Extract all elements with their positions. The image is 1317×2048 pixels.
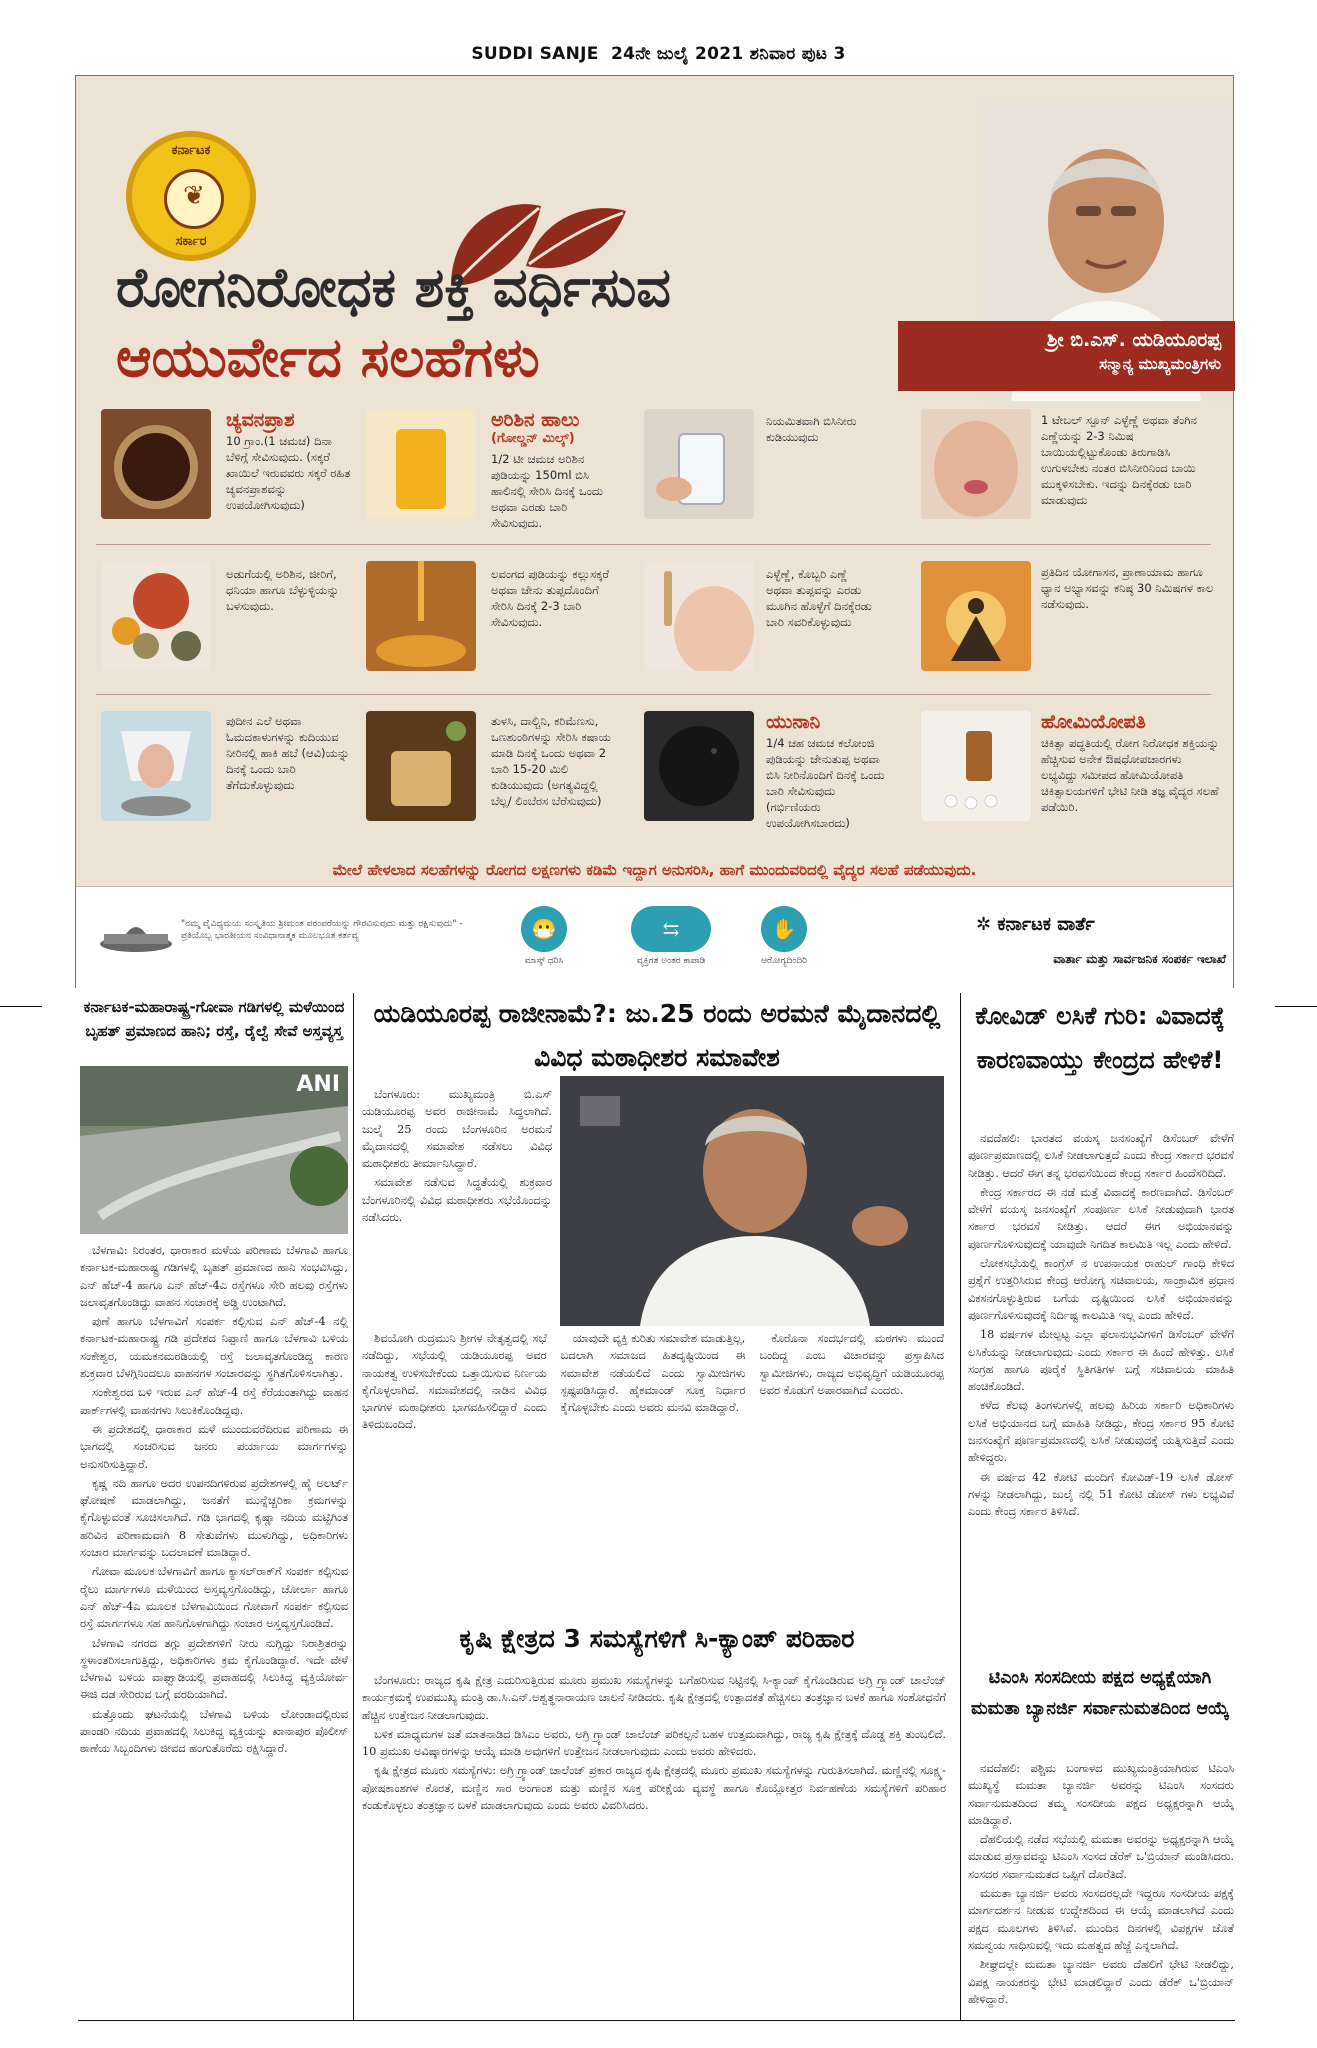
- tmc-headline: ಟಿಎಂಸಿ ಸಂಸದೀಯ ಪಕ್ಷದ ಅಧ್ಯಕ್ಷೆಯಾಗಿ ಮಮತಾ ಬ್ಯಾನರ್ಜಿ ಸರ್ವಾನುಮತದಿಂದ ಆಯ್ಕೆ: [970, 1668, 1230, 1719]
- paragraph: ಶಿವಯೋಗಿ ರುದ್ರಮುನಿ ಶ್ರೀಗಳ ನೇತೃತ್ವದಲ್ಲಿ ಸಭೆ ನಡೆದಿದ್ದು, ಸಭೆಯಲ್ಲಿ ಯಡಿಯೂರಪ್ಪ ಅವರ ನಾಯಕತ್ವ ಉಳಿಸಬೇಕೆಂದು ಒತ್ತಾಯಿಸುವ ನಿರ್ಣಯ ಕೈಗೊಳ್ಳಲಾಗಿದೆ. ಸಮಾವೇಶದಲ್ಲಿ ನಾಡಿನ ವಿವಿಧ ಭಾಗಗಳ ಮಠಾಧೀಶರು ಭಾಗವಹಿಸಲಿದ್ದಾರೆ ಎಂದು ತಿಳಿದುಬಂದಿದೆ.: [362, 1332, 547, 1432]
- tip-text: ತುಳಸಿ, ದಾಲ್ಚಿನಿ, ಕರಿಮೆಣಸು, ಒಣಶುಂಠಿಗಳನ್ನು ಸೇರಿಸಿ ಕಷಾಯ ಮಾಡಿ ದಿನಕ್ಕೆ ಒಂದು ಅಥವಾ 2 ಬಾರಿ 15-20 ಮಿಲಿ ಕುಡಿಯುವುದು (ಅಗತ್ಯವಿದ್ದಲ್ಲಿ ಬೆಲ್ಲ/ ಲಿಂಬೆರಸ ಬೆರೆಸುವುದು): [491, 714, 611, 808]
- emblem-bottom-text: ಸರ್ಕಾರ: [175, 234, 207, 249]
- dateline: 24ನೇ ಜುಲೈ 2021 ಶನಿವಾರ ಪುಟ 3: [610, 44, 846, 64]
- tip-text: ಪುದೀನ ಎಲೆ ಅಥವಾ ಓಮದಕಾಳುಗಳನ್ನು ಕುದಿಯುವ ನೀರಿನಲ್ಲಿ ಹಾಕಿ ಹಬೆ (ಆವಿ)ಯನ್ನು ದಿನಕ್ಕೆ ಒಂದು ಬಾರಿ ತೆಗೆದುಕೊಳ್ಳುವುದು: [226, 714, 350, 792]
- paragraph: ಮತ್ತೊಂದು ಘಟನೆಯಲ್ಲಿ ಬೆಳಗಾವಿ ಬಳಿಯ ಲೋಂಡಾದಲ್ಲಿರುವ ಪಾಂಡರಿ ನದಿಯ ಪ್ರವಾಹದಲ್ಲಿ ಸಿಲುಕಿದ್ದ ವ್ಯಕ್ತಿಯನ್ನು ಖಾನಾಪುರ ಪೊಲೀಸ್ ಠಾಣೆಯ ಸಿಬ್ಬಂದಿಗಳು ಜೀವದ ಹಂಗುತೊರೆದು ರಕ್ಷಿಸಿದ್ದಾರೆ.: [80, 1707, 348, 1756]
- nasal-oil-image: [644, 561, 754, 671]
- icon-caption: ಮಾಸ್ಕ್ ಧರಿಸಿ: [524, 956, 564, 966]
- distance-icon: ⇆: [631, 906, 711, 952]
- paragraph: ಬೆಂಗಳೂರು: ರಾಜ್ಯದ ಕೃಷಿ ಕ್ಷೇತ್ರ ಎದುರಿಸುತ್ತಿರುವ ಮೂರು ಪ್ರಮುಖ ಸಮಸ್ಯೆಗಳನ್ನು ಬಗೆಹರಿಸುವ ನಿಟ್ಟಿನಲ್ಲಿ ಸಿ-ಕ್ಯಾಂಪ್ ಕೈಗೊಂಡಿರುವ ಅಗ್ರಿ ಗ್ರ್ಯಾಂಡ್ ಚಾಲೆಂಜ್ ಕಾರ್ಯಕ್ರಮಕ್ಕೆ ಉಪಮುಖ್ಯ ಮಂತ್ರಿ ಡಾ.ಸಿ.ಎನ್.ಅಶ್ವತ್ಥನಾರಾಯಣ ಚಾಲನೆ ನೀಡಿದರು. ಕೃಷಿ ಕ್ಷೇತ್ರದಲ್ಲಿ ಉತ್ಪಾದಕತೆ ಹೆಚ್ಚಿಸಲು ತಂತ್ರಜ್ಞಾನ ಬಳಕೆ ಹಾಗೂ ಸಂಶೋಧನೆಗೆ ಹೆಚ್ಚಿನ ಉತ್ತೇಜನ ನೀಡಲಾಗುವುದು.: [362, 1674, 946, 1722]
- mask-icon: 😷: [521, 906, 567, 952]
- paragraph: ಕೊರೊನಾ ಸಂದರ್ಭದಲ್ಲಿ ಮಠಗಳು ಮುಂದೆ ಬಂದಿದ್ದ ಎಂಬ ವಿಚಾರವನ್ನು ಪ್ರಸ್ತಾಪಿಸಿದ ಸ್ವಾಮೀಜಿಗಳು, ರಾಜ್ಯದ ಅಭಿವೃದ್ಧಿಗೆ ಯಡಿಯೂರಪ್ಪ ಅವರ ಕೊಡುಗೆ ಅಪಾರವಾಗಿದೆ ಎಂದರು.: [759, 1332, 944, 1397]
- kalonji-seeds-image: [644, 711, 754, 821]
- tip-title: ಅರಿಶಿನ ಹಾಲು: [491, 409, 580, 431]
- chyawanprash-image: [101, 409, 211, 519]
- paragraph: ಬೆಂಗಳೂರು: ಮುಖ್ಯಮಂತ್ರಿ ಬಿ.ಎಸ್ ಯಡಿಯೂರಪ್ಪ ಅವರ ರಾಜೀನಾಮೆ ಸಿದ್ಧಲಾಗಿದೆ. ಜುಲೈ 25 ರಂದು ಬೆಂಗಳೂರಿನ ಅರಮನೆ ಮೈದಾನದಲ್ಲಿ ಸಮಾವೇಶ ನಡೆಸಲು ವಿವಿಧ ಮಠಾಧೀಶರು ತೀರ್ಮಾನಿಸಿದ್ದಾರೆ.: [362, 1088, 552, 1171]
- turmeric-milk-image: [366, 409, 476, 519]
- paragraph: ಸಮಾವೇಶ ನಡೆಸುವ ಸಿದ್ಧತೆಯಲ್ಲಿ ಶುಕ್ರವಾರ ಬೆಂಗಳೂರಿನಲ್ಲಿ ವಿವಿಧ ಮಠಾಧೀಶರು ಸಭೆಯೊಂದನ್ನು ನಡೆಸಿದರು.: [362, 1176, 552, 1225]
- oil-pulling-image: [921, 409, 1031, 519]
- emblem-top-text: ಕರ್ನಾಟಕ: [171, 143, 211, 158]
- department-name: ವಾರ್ತಾ ಮತ್ತು ಸಾರ್ವಜನಿಕ ಸಂಪರ್ಕ ಇಲಾಖೆ: [1053, 952, 1226, 966]
- paragraph: ಈ ವರ್ಷದ 42 ಕೋಟಿ ಮಂದಿಗೆ ಕೋವಿಡ್-19 ಲಸಿಕೆ ಡೋಸ್ ಗಳನ್ನು ನೀಡಲಾಗಿದ್ದು, ಜುಲೈ ನಲ್ಲಿ 51 ಕೋಟಿ ಡೋಸ್ ಗಳು ಲಭ್ಯವಿವೆ ಎಂದು ಕೇಂದ್ರ ಸರ್ಕಾರ ತಿಳಿಸಿದೆ.: [968, 1470, 1234, 1519]
- tip-text: 10 ಗ್ರಾಂ.(1 ಚಮಚ) ದಿನಾ ಬೆಳಿಗ್ಗೆ ಸೇವಿಸುವುದು. (ಸಕ್ಕರೆ ಖಾಯಿಲೆ ಇರುವವರು ಸಕ್ಕರೆ ರಹಿತ ಚ್ಯವನಪ್ರಾಶವನ್ನು ಉಪಯೋಗಿಸುವುದು): [226, 434, 351, 512]
- paragraph: ಕೃಷಿ ಕ್ಷೇತ್ರದ ಮೂರು ಸಮಸ್ಯೆಗಳು: ಅಗ್ರಿ ಗ್ರ್ಯಾಂಡ್ ಚಾಲೆಂಜ್ ಪ್ರಕಾರ ರಾಜ್ಯದ ಕೃಷಿ ಕ್ಷೇತ್ರದಲ್ಲಿ ಮೂರು ಪ್ರಮುಖ ಸಮಸ್ಯೆಗಳನ್ನು ಗುರುತಿಸಲಾಗಿದೆ. ಮಣ್ಣಿನಲ್ಲಿ ಸೂಕ್ಷ್ಮ-ಪೋಷಕಾಂಶಗಳ ಕೊರತೆ, ಮಣ್ಣಿನ ಸಾರ ಅಂಗಾಂಶ ಮತ್ತು ಮಣ್ಣಿನ ಸೂಕ್ತ ಪರೀಕ್ಷೆಯ ವ್ಯವಸ್ಥೆ ಹಾಗೂ ಕೊಯ್ಲೋತ್ತರ ನಿರ್ವಹಣೆಯ ಸಮಸ್ಯೆಗಳಿಗೆ ಪರಿಹಾರ ಕಂಡುಕೊಳ್ಳಲು ತಂತ್ರಜ್ಞಾನ ಬಳಕೆ ಮಾಡಲಾಗುವುದು ಎಂದು ಅವರು ವಿವರಿಸಿದರು.: [362, 1764, 946, 1813]
- rain-headline: ಕರ್ನಾಟಕ-ಮಹಾರಾಷ್ಟ್ರ-ಗೋವಾ ಗಡಿಗಳಲ್ಲಿ ಮಳೆಯಿಂದ ಬೃಹತ್ ಪ್ರಮಾಣದ ಹಾನಿ; ರಸ್ತೆ, ರೈಲ್ವೆ ಸೇವೆ ಅಸ್ತವ್ಯಸ್ತ: [83, 998, 345, 1040]
- ad-title-line1: ರೋಗನಿರೋಧಕ ಶಕ್ತಿ ವರ್ಧಿಸುವ: [116, 256, 671, 319]
- agri-headline: ಕೃಷಿ ಕ್ಷೇತ್ರದ 3 ಸಮಸ್ಯೆಗಳಿಗೆ ಸಿ-ಕ್ಯಾಂಪ್ ಪರಿಹಾರ: [459, 1624, 855, 1653]
- cm-role: ಸನ್ಮಾನ್ಯ ಮುಖ್ಯಮಂತ್ರಿಗಳು: [1099, 355, 1221, 373]
- parliament-icon: [96, 916, 176, 956]
- bsy-story-body: [362, 1330, 944, 1618]
- paragraph: ನವದೆಹಲಿ: ಭಾರತದ ವಯಸ್ಕ ಜನಸಂಖ್ಯೆಗೆ ಡಿಸೆಂಬರ್ ವೇಳೆಗೆ ಪೂರ್ಣಪ್ರಮಾಣದಲ್ಲಿ ಲಸಿಕೆ ನೀಡಲಾಗುತ್ತದೆ ಎಂದು ಕೇಂದ್ರ ಸರ್ಕಾರ ಭರವಸೆ ನೀಡಿತ್ತು. ಆದರೆ ಈಗ ತನ್ನ ಭರವಸೆಯಿಂದ ಕೇಂದ್ರ ಸರ್ಕಾರ ಹಿಂದೆಸರಿದಿದೆ.: [968, 1132, 1234, 1180]
- paragraph: ಕಳೆದ ಕೆಲವು ತಿಂಗಳುಗಳಲ್ಲಿ ಹಲವು ಹಿರಿಯ ಸರ್ಕಾರಿ ಅಧಿಕಾರಿಗಳು ಲಸಿಕೆ ಅಭಿಯಾನದ ಬಗ್ಗೆ ಮಾಹಿತಿ ನೀಡಿದ್ದು, ಕೇಂದ್ರ ಸರ್ಕಾರ 95 ಕೋಟಿ ಜನಸಂಖ್ಯೆಗೆ ಪೂರ್ಣಪ್ರಮಾಣದಲ್ಲಿ ಲಸಿಕೆ ನೀಡುವುದಕ್ಕೆ ಯತ್ನಿಸುತ್ತಿದೆ ಎಂದು ಹೇಳಿದ್ದರು.: [968, 1399, 1234, 1465]
- tip-title: ಚ್ಯವನಪ್ರಾಶ: [226, 409, 295, 431]
- honey-image: [366, 561, 476, 671]
- bsy-story-lead: [362, 1086, 552, 1322]
- paragraph: 18 ವರ್ಷಗಳ ಮೇಲ್ಪಟ್ಟ ಎಲ್ಲಾ ಫಲಾನುಭವಿಗಳಿಗೆ ಡಿಸೆಂಬರ್ ವೇಳೆಗೆ ಲಸಿಕೆಯನ್ನು ನೀಡಲಾಗುವುದು ಎಂದು ಸರ್ಕಾರ ಈ ಹಿಂದೆ ಹೇಳಿತ್ತು. ಲಸಿಕೆ ಸಂಗ್ರಹ ಹಾಗೂ ಪೂರೈಕೆ ಸ್ಥಿತಿಗತಿಗಳ ಬಗ್ಗೆ ಸಚಿವಾಲಯ ಮಾಹಿತಿ ಹಂಚಿಕೊಂಡಿದೆ.: [968, 1328, 1234, 1394]
- newspaper-name: SUDDI SANJE: [471, 44, 599, 64]
- paragraph: ನವದೆಹಲಿ: ಪಶ್ಚಿಮ ಬಂಗಾಳದ ಮುಖ್ಯಮಂತ್ರಿಯಾಗಿರುವ ಟಿಎಂಸಿ ಮುಖ್ಯಸ್ಥೆ ಮಮತಾ ಬ್ಯಾನರ್ಜಿ ಅವರನ್ನು ಟಿಎಂಸಿ ಸಂಸದರು ಸರ್ವಾನುಮತದಿಂದ ತಮ್ಮ ಸಂಸದೀಯ ಪಕ್ಷದ ಅಧ್ಯಕ್ಷರನ್ನಾಗಿ ಆಯ್ಕೆ ಮಾಡಿದ್ದಾರೆ.: [968, 1762, 1234, 1827]
- photo-credit: ANI: [296, 1072, 340, 1097]
- tip-text: ಎಳ್ಳೆಣ್ಣೆ, ಕೊಬ್ಬರಿ ಎಣ್ಣೆ ಅಥವಾ ತುಪ್ಪವನ್ನು ಎರಡು ಮೂಗಿನ ಹೊಳ್ಳೆಗೆ ದಿನಕ್ಕೆರಡು ಬಾರಿ ಸವರಿಕೊಳ್ಳುವುದು: [766, 567, 872, 629]
- column-rule: [960, 993, 961, 2021]
- chief-minister-caption: [898, 321, 1235, 391]
- tip-text: ಚಿಕಿತ್ಸಾ ಪದ್ಧತಿಯಲ್ಲಿ ರೋಗ ನಿರೋಧಕ ಶಕ್ತಿಯನ್ನು ಹೆಚ್ಚಿಸುವ ಅನೇಕ ಔಷಧೋಪಚಾರಗಳು ಲಭ್ಯವಿದ್ದು ಸಮೀಪದ ಹೋಮಿಯೋಪತಿ ಚಿಕಿತ್ಸಾಲಯಗಳಿಗೆ ಭೇಟಿ ನೀಡಿ ತಜ್ಞ ವೈದ್ಯರ ಸಲಹೆ ಪಡೆಯಿರಿ.: [1041, 736, 1220, 814]
- cm-name: ಶ್ರೀ ಬಿ.ಎಸ್. ಯಡಿಯೂರಪ್ಪ: [1046, 329, 1221, 351]
- margin-mark: [0, 1006, 42, 1007]
- tip-text: 1/2 ಟೀ ಚಮಚ ಅರಿಶಿನ ಪುಡಿಯನ್ನು 150ml ಬಿಸಿ ಹಾಲಿನಲ್ಲಿ ಸೇರಿಸಿ ದಿನಕ್ಕೆ ಒಂದು ಅಥವಾ ಎರಡು ಬಾರಿ ಸೇವಿಸುವುದು.: [491, 452, 603, 530]
- paragraph: ಕೇಂದ್ರ ಸರ್ಕಾರದ ಈ ನಡೆ ಮತ್ತೆ ವಿವಾದಕ್ಕೆ ಕಾರಣವಾಗಿದೆ. ಡಿಸೆಂಬರ್ ವೇಳೆಗೆ ವಯಸ್ಕ ಜನಸಂಖ್ಯೆಗೆ ಸಂಪೂರ್ಣ ಲಸಿಕೆ ನೀಡುವುದಾಗಿ ಭಾರತ ಸರ್ಕಾರ ಭರವಸೆ ನೀಡಿತ್ತು. ಆದರೆ ಈಗ ಅಭಿಯಾನವನ್ನು ಪೂರ್ಣಗೊಳಿಸುವುದಕ್ಕೆ ಯಾವುದೇ ನಿಗದಿತ ಕಾಲಮಿತಿ ಇಲ್ಲ ಎಂದು ಹೇಳಿದೆ.: [968, 1185, 1234, 1251]
- constitution-quote: "ನಮ್ಮ ವೈವಿಧ್ಯಮಯ ಸಂಸ್ಕೃತಿಯ ಶ್ರೀಮಂತ ಪರಂಪರೆಯನ್ನು ಗೌರವಿಸುವುದು ಮತ್ತು ರಕ್ಷಿಸುವುದು" - ಪ್ರತಿಯೊಬ್ಬ ಭಾರತೀಯನ ಸಂವಿಧಾನಾತ್ಮಕ ಮೂಲಭೂತ ಕರ್ತವ್ಯ: [181, 919, 463, 941]
- hot-water-image: [644, 409, 754, 519]
- ayurveda-advertisement: [75, 75, 1234, 988]
- karnataka-varthe-logo: ✲ ಕರ್ನಾಟಕ ವಾರ್ತೆ: [976, 914, 1095, 935]
- paragraph: ಲೋಕಸಭೆಯಲ್ಲಿ ಕಾಂಗ್ರೆಸ್ ನ ಉಪನಾಯಕ ರಾಹುಲ್ ಗಾಂಧಿ ಕೇಳಿದ ಪ್ರಶ್ನೆಗೆ ಉತ್ತರಿಸಿರುವ ಕೇಂದ್ರ ಆರೋಗ್ಯ ಸಚಿವಾಲಯ, ಸಾಂಕ್ರಾಮಿಕ ಪ್ರಧಾನ ವಿಕಸನಗೊಳ್ಳುತ್ತಿರುವ ಬಗೆಯ ದೃಷ್ಟಿಯಿಂದ ಲಸಿಕೆ ಅಭಿಯಾನವನ್ನು ಪೂರ್ಣಗೊಳಿಸುವುದಕ್ಕೆ ನಿರ್ದಿಷ್ಟ ಕಾಲಮಿತಿ ಇಲ್ಲ ಎಂದು ಹೇಳಿದೆ.: [968, 1257, 1234, 1322]
- yediyurappa-photo: [560, 1076, 944, 1326]
- paragraph: ಸಂಕೇಶ್ವರದ ಬಳಿ ಇರುವ ಎನ್ ಹೆಚ್-4 ರಸ್ತೆ ಕೆರೆಯಂತಾಗಿದ್ದು ವಾಹನ ಪಾರ್ಕ್‌ಗಳಲ್ಲಿ ವಾಹನಗಳು ಸಿಲುಕಿಕೊಂಡಿದ್ದವು.: [80, 1386, 348, 1417]
- yoga-image: [921, 561, 1031, 671]
- paragraph: ಕೃಷ್ಣ ನದಿ ಹಾಗೂ ಅದರ ಉಪನದಿಗಳಿರುವ ಪ್ರದೇಶಗಳಲ್ಲಿ ಹೈ ಅಲರ್ಟ್ ಘೋಷಣೆ ಮಾಡಲಾಗಿದ್ದು, ಜನತೆಗೆ ಮುನ್ನೆಚ್ಚರಿಕಾ ಕ್ರಮಗಳನ್ನು ಕೈಗೊಳ್ಳುವಂತೆ ಸೂಚಿಸಲಾಗಿದೆ. ಗಡಿ ಭಾಗದಲ್ಲಿ ಕೃಷ್ಣಾ ನದಿಯ ಮಟ್ಟಿಗಿಂತ ಹರಿವಿನ ಪರಿಣಾಮವಾಗಿ 8 ಸೇತುವೆಗಳು ಮುಳುಗಿದ್ದು, ಅಧಿಕಾರಿಗಳು ಸಂಚಾರ ಮಾರ್ಗವನ್ನು ಬದಲಾವಣೆ ಮಾಡಿದ್ದಾರೆ.: [80, 1476, 348, 1560]
- hygiene-icon: ✋: [761, 906, 807, 952]
- masthead: [0, 44, 1317, 64]
- rain-story-body: [80, 1242, 348, 2017]
- spices-image: [101, 561, 211, 671]
- paragraph: ಗೋವಾ ಮೂಲಕ ಬೆಳಗಾವಿಗೆ ಹಾಗೂ ಕ್ಯಾಸಲ್‌ರಾಕ್‌ಗೆ ಸಂಪರ್ಕ ಕಲ್ಪಿಸುವ ರೈಲು ಮಾರ್ಗಗಳೂ ಮಳೆಯಿಂದ ಅಸ್ತವ್ಯಸ್ತಗೊಂಡಿದ್ದು, ಚೋರ್ಲಾ ಹಾಗೂ ಎನ್ ಹೆಚ್-4ಎ ಮೂಲಕ ಬೆಳಗಾವಿಯಿಂದ ಗೋವಾಗೆ ಸಂಪರ್ಕ ಕಲ್ಪಿಸುವ ರಸ್ತೆ ಮಾರ್ಗಗಳೂ ಸಹ ಹಾನಿಗೊಳಗಾಗಿದ್ದು ಸಂಚಾರ ಅಸ್ತವ್ಯಸ್ತಗೊಂಡಿದೆ.: [80, 1565, 348, 1631]
- paragraph: ಈ ಪ್ರದೇಶದಲ್ಲಿ ಧಾರಾಕಾರ ಮಳೆ ಮುಂದುವರೆದಿರುವ ಪರಿಣಾಮ ಈ ಭಾಗದಲ್ಲಿ ಸಂಚರಿಸುವ ಜನರು ಪರ್ಯಾಯ ಮಾರ್ಗಗಳನ್ನು ಅನುಸರಿಸುತ್ತಿದ್ದಾರೆ.: [80, 1422, 348, 1471]
- paragraph: ದೆಹಲಿಯಲ್ಲಿ ನಡೆದ ಸಭೆಯಲ್ಲಿ ಮಮತಾ ಅವರನ್ನು ಅಧ್ಯಕ್ಷರನ್ನಾಗಿ ಆಯ್ಕೆ ಮಾಡುವ ಪ್ರಸ್ತಾವವನ್ನು ಟಿಎಂಸಿ ಸಂಸದ ಡೆರೆಕ್ ಒ'ಬ್ರಿಯಾನ್ ಮಂಡಿಸಿದರು. ಸಂಸದರ ಸರ್ವಾನುಮತದ ಒಪ್ಪಿಗೆ ದೊರೆತಿದೆ.: [968, 1833, 1234, 1881]
- tip-text: ಅಡುಗೆಯಲ್ಲಿ ಅರಿಶಿನ, ಜೀರಿಗೆ, ಧನಿಯಾ ಹಾಗೂ ಬೆಳ್ಳುಳ್ಳಿಯನ್ನು ಬಳಸುವುದು.: [226, 567, 339, 613]
- paragraph: ಮಮತಾ ಬ್ಯಾನರ್ಜಿ ಅವರು ಸಂಸದರಲ್ಲದೇ ಇದ್ದರೂ ಸಂಸದೀಯ ಪಕ್ಷಕ್ಕೆ ಮಾರ್ಗದರ್ಶನ ನೀಡುವ ಉದ್ದೇಶದಿಂದ ಈ ಆಯ್ಕೆ ಮಾಡಲಾಗಿದೆ ಎಂದು ಪಕ್ಷದ ಮೂಲಗಳು ತಿಳಿಸಿವೆ. ಮುಂದಿನ ದಿನಗಳಲ್ಲಿ ವಿಪಕ್ಷಗಳ ಜೊತೆ ಸಮನ್ವಯ ಸಾಧಿಸುವಲ್ಲಿ ಇದು ಮಹತ್ವದ ಹೆಜ್ಜೆ ಎನ್ನಲಾಗಿದೆ.: [968, 1887, 1234, 1952]
- paragraph: ಶೀಘ್ರದಲ್ಲೇ ಮಮತಾ ಬ್ಯಾನರ್ಜಿ ಅವರು ದೆಹಲಿಗೆ ಭೇಟಿ ನೀಡಲಿದ್ದು, ವಿಪಕ್ಷ ನಾಯಕರನ್ನು ಭೇಟಿ ಮಾಡಲಿದ್ದಾರೆ ಎಂದು ಡೆರೆಕ್ ಒ'ಬ್ರಿಯಾನ್ ಹೇಳಿದ್ದಾರೆ.: [968, 1958, 1234, 2006]
- herbal-kashaya-image: [366, 711, 476, 821]
- kv-logo-text: ಕರ್ನಾಟಕ ವಾರ್ತೆ: [997, 914, 1095, 935]
- tip-title: ಯುನಾನಿ: [766, 711, 821, 733]
- tip-text: ಪ್ರತಿದಿನ ಯೋಗಾಸನ, ಪ್ರಾಣಾಯಾಮ ಹಾಗೂ ಧ್ಯಾನ ಅಭ್ಯಾಸವನ್ನು ಕನಿಷ್ಠ 30 ನಿಮಿಷಗಳ ಕಾಲ ನಡೆಸುವುದು.: [1041, 565, 1214, 611]
- vaccine-headline: ಕೋವಿಡ್ ಲಸಿಕೆ ಗುರಿ: ವಿವಾದಕ್ಕೆ ಕಾರಣವಾಯ್ತು ಕೇಂದ್ರದ ಹೇಳಿಕೆ!: [975, 1002, 1225, 1074]
- tip-title: ಹೋಮಿಯೋಪತಿ: [1041, 711, 1146, 733]
- icon-caption: ವ್ಯಕ್ತಿಗತ ಅಂತರ ಕಾಪಾಡಿ: [636, 956, 706, 966]
- tip-text: 1/4 ಚಹ ಚಮಚ ಕಲೋಂಜಿ ಪುಡಿಯನ್ನು ಜೇನುತುಪ್ಪ ಅಥವಾ ಬಿಸಿ ನೀರಿನೊಂದಿಗೆ ದಿನಕ್ಕೆ ಒಂದು ಬಾರಿ ಸೇವಿಸುವುದು (ಗರ್ಭಿಣಿಯರು ಉಪಯೋಗಿಸಬಾರದು): [766, 736, 885, 830]
- row-divider: [96, 694, 1211, 695]
- margin-mark: [1275, 1006, 1317, 1007]
- paragraph: ಪುಣೆ ಹಾಗೂ ಬೆಳಗಾವಿಗೆ ಸಂಪರ್ಕ ಕಲ್ಪಿಸುವ ಎನ್ ಹೆಚ್-4 ನಲ್ಲಿ ಕರ್ನಾಟಕ-ಮಹಾರಾಷ್ಟ್ರ ಗಡಿ ಪ್ರದೇಶದ ನಿಪ್ಪಾಣಿ ಹಾಗೂ ಬೆಳಗಾವಿ ಬಳಿಯ ಸಂಕೇಶ್ವರ, ಯಮಕನಮರಡಿಯಲ್ಲಿ ರಸ್ತೆ ಜಲಾವೃತಗೊಂಡಿದ್ದ ಕಾರಣ ಶುಕ್ರವಾರ ಬೆಳಗ್ಗಿನಿಂದಲೂ ವಾಹನಗಳ ಸಂಚಾರವನ್ನು ಸ್ಥಗಿತಗೊಳಿಸಲಾಗಿತ್ತು.: [80, 1315, 348, 1381]
- tip-subtitle: (ಗೋಲ್ಡನ್ ಮಿಲ್ಕ್): [491, 431, 575, 446]
- flooded-road-photo: [80, 1066, 348, 1234]
- karnataka-emblem: [126, 131, 256, 261]
- homeopathy-image: [921, 711, 1031, 821]
- tip-text: 1 ಟೇಬಲ್ ಸ್ಪೂನ್ ಎಳ್ಳೆಣ್ಣೆ ಅಥವಾ ತೆಂಗಿನ ಎಣ್ಣೆಯನ್ನು 2-3 ನಿಮಿಷ ಬಾಯಿಯಲ್ಲಿಟ್ಟುಕೊಂಡು ತಿರುಗಾಡಿಸಿ ಉಗುಳಬೇಕು ನಂತರ ಬಿಸಿನೀರಿನಿಂದ ಬಾಯಿ ಮುಕ್ಕಳಿಸಬೇಕು. ಇದನ್ನು ದಿನಕ್ಕೆರಡು ಬಾರಿ ಮಾಡುವುದು: [1041, 413, 1197, 507]
- crest-icon: ❦: [164, 169, 224, 229]
- column-rule: [353, 993, 354, 2021]
- icon-caption: ಆರೋಗ್ಯದಿಂದಿರಿ: [761, 956, 807, 966]
- tip-text: ನಿಯಮಿತವಾಗಿ ಬಿಸಿನೀರು ಕುಡಿಯುವುದು: [766, 414, 857, 444]
- tmc-story-body: [968, 1760, 1234, 2017]
- row-divider: [96, 544, 1211, 545]
- advisory-banner: ಮೇಲೆ ಹೇಳಲಾದ ಸಲಹೆಗಳನ್ನು ರೋಗದ ಲಕ್ಷಣಗಳು ಕಡಿಮೆ ಇದ್ದಾಗ ಅನುಸರಿಸಿ, ಹಾಗೆ ಮುಂದುವರಿದಲ್ಲಿ ವೈದ್ಯರ ಸಲಹೆ ಪಡೆಯುವುದು.: [332, 861, 977, 879]
- vaccine-story-body: [968, 1130, 1234, 1658]
- paragraph: ಬಳಿಕ ಮಾಧ್ಯಮಗಳ ಜತೆ ಮಾತನಾಡಿದ ಡಿಸಿಎಂ ಅವರು, ಅಗ್ರಿ ಗ್ರ್ಯಾಂಡ್ ಚಾಲೆಂಜ್ ಪರಿಕಲ್ಪನೆ ಬಹಳ ಉತ್ತಮವಾಗಿದ್ದು, ರಾಜ್ಯ ಕೃಷಿ ಕ್ಷೇತ್ರಕ್ಕೆ ದೊಡ್ಡ ಶಕ್ತಿ ತುಂಬಲಿದೆ. 10 ಪ್ರಮುಖ ಅವಿಷ್ಕಾರಗಳನ್ನು ಆಯ್ಕೆ ಮಾಡಿ ಅವುಗಳಿಗೆ ಉತ್ತೇಜನ ನೀಡಲಾಗುವುದು ಎಂದು ಅವರು ಹೇಳಿದರು.: [362, 1727, 946, 1759]
- ad-title-line2: ಆಯುರ್ವೇದ ಸಲಹೆಗಳು: [116, 326, 540, 389]
- paragraph: ಬೆಳಗಾವಿ ನಗರದ ತಗ್ಗು ಪ್ರದೇಶಗಳಿಗೆ ನೀರು ನುಗ್ಗಿದ್ದು ನಿರಾಶ್ರಿತರನ್ನು ಸ್ಥಳಾಂತರಿಸಲಾಗುತ್ತಿದ್ದು, ಅಧಿಕಾರಿಗಳು ಕ್ರಮ ಕೈಗೊಂಡಿದ್ದಾರೆ. ಇದೇ ವೇಳೆ ಬೆಳಗಾವಿ ಬಳಿಯ ವಾಘ್ವಾಡಿಯಲ್ಲಿ ಪ್ರವಾಹದಲ್ಲಿ ಸಿಲುಕಿದ್ದ ವ್ಯಕ್ತಿಯೋರ್ವ ಈಜಿ ದಡ ಸೇರಿರುವ ಬಗ್ಗೆ ವರದಿಯಾಗಿದೆ.: [80, 1636, 348, 1702]
- tip-text: ಲವಂಗದ ಪುಡಿಯನ್ನು ಕಲ್ಲುಸಕ್ಕರೆ ಅಥವಾ ಜೇನು ತುಪ್ಪದೊಂದಿಗೆ ಸೇರಿಸಿ ದಿನಕ್ಕೆ 2-3 ಬಾರಿ ಸೇವಿಸುವುದು.: [491, 567, 609, 629]
- paragraph: ಬೆಳಗಾವಿ: ನಿರಂತರ, ಧಾರಾಕಾರ ಮಳೆಯ ಪರಿಣಾಮ ಬೆಳಗಾವಿ ಹಾಗೂ ಕರ್ನಾಟಕ-ಮಹಾರಾಷ್ಟ್ರ ಗಡಿಗಳಲ್ಲಿ ಬೃಹತ್ ಪ್ರಮಾಣದ ಹಾನಿ ಸಂಭವಿಸಿದ್ದು, ಎನ್ ಹೆಚ್-4 ಹಾಗೂ ಎನ್ ಹೆಚ್-4ಎ ರಸ್ತೆಗಳೂ ಸೇರಿ ಹಲವು ರಸ್ತೆಗಳು ಜಲಾವೃತಗೊಂಡಿದ್ದು ವಾಹನ ಸಂಚಾರಕ್ಕೆ ಅಡ್ಡಿ ಉಂಟಾಗಿದೆ.: [80, 1244, 348, 1309]
- bottom-rule: [78, 2020, 1235, 2021]
- bsy-headline: ಯಡಿಯೂರಪ್ಪ ರಾಜೀನಾಮೆ?: ಜು.25 ರಂದು ಅರಮನೆ ಮೈದಾನದಲ್ಲಿ ವಿವಿಧ ಮಠಾಧೀಶರ ಸಮಾವೇಶ: [373, 999, 941, 1072]
- agri-story-body: [362, 1672, 946, 2017]
- steam-inhalation-image: [101, 711, 211, 821]
- paragraph: ಯಾವುದೇ ವ್ಯಕ್ತಿ ಕುರಿತು ಸಮಾವೇಶ ಮಾಡುತ್ತಿಲ್ಲ, ಬದಲಾಗಿ ಸಮಾಜದ ಹಿತದೃಷ್ಟಿಯಿಂದ ಈ ಸಮಾವೇಶ ನಡೆಯಲಿದೆ ಎಂದು ಸ್ವಾಮೀಜಿಗಳು ಸ್ಪಷ್ಟಪಡಿಸಿದ್ದಾರೆ. ಹೈಕಮಾಂಡ್ ಸೂಕ್ತ ನಿರ್ಧಾರ ಕೈಗೊಳ್ಳಬೇಕು ಎಂದು ಅವರು ಮನವಿ ಮಾಡಿದ್ದಾರೆ.: [560, 1332, 746, 1415]
